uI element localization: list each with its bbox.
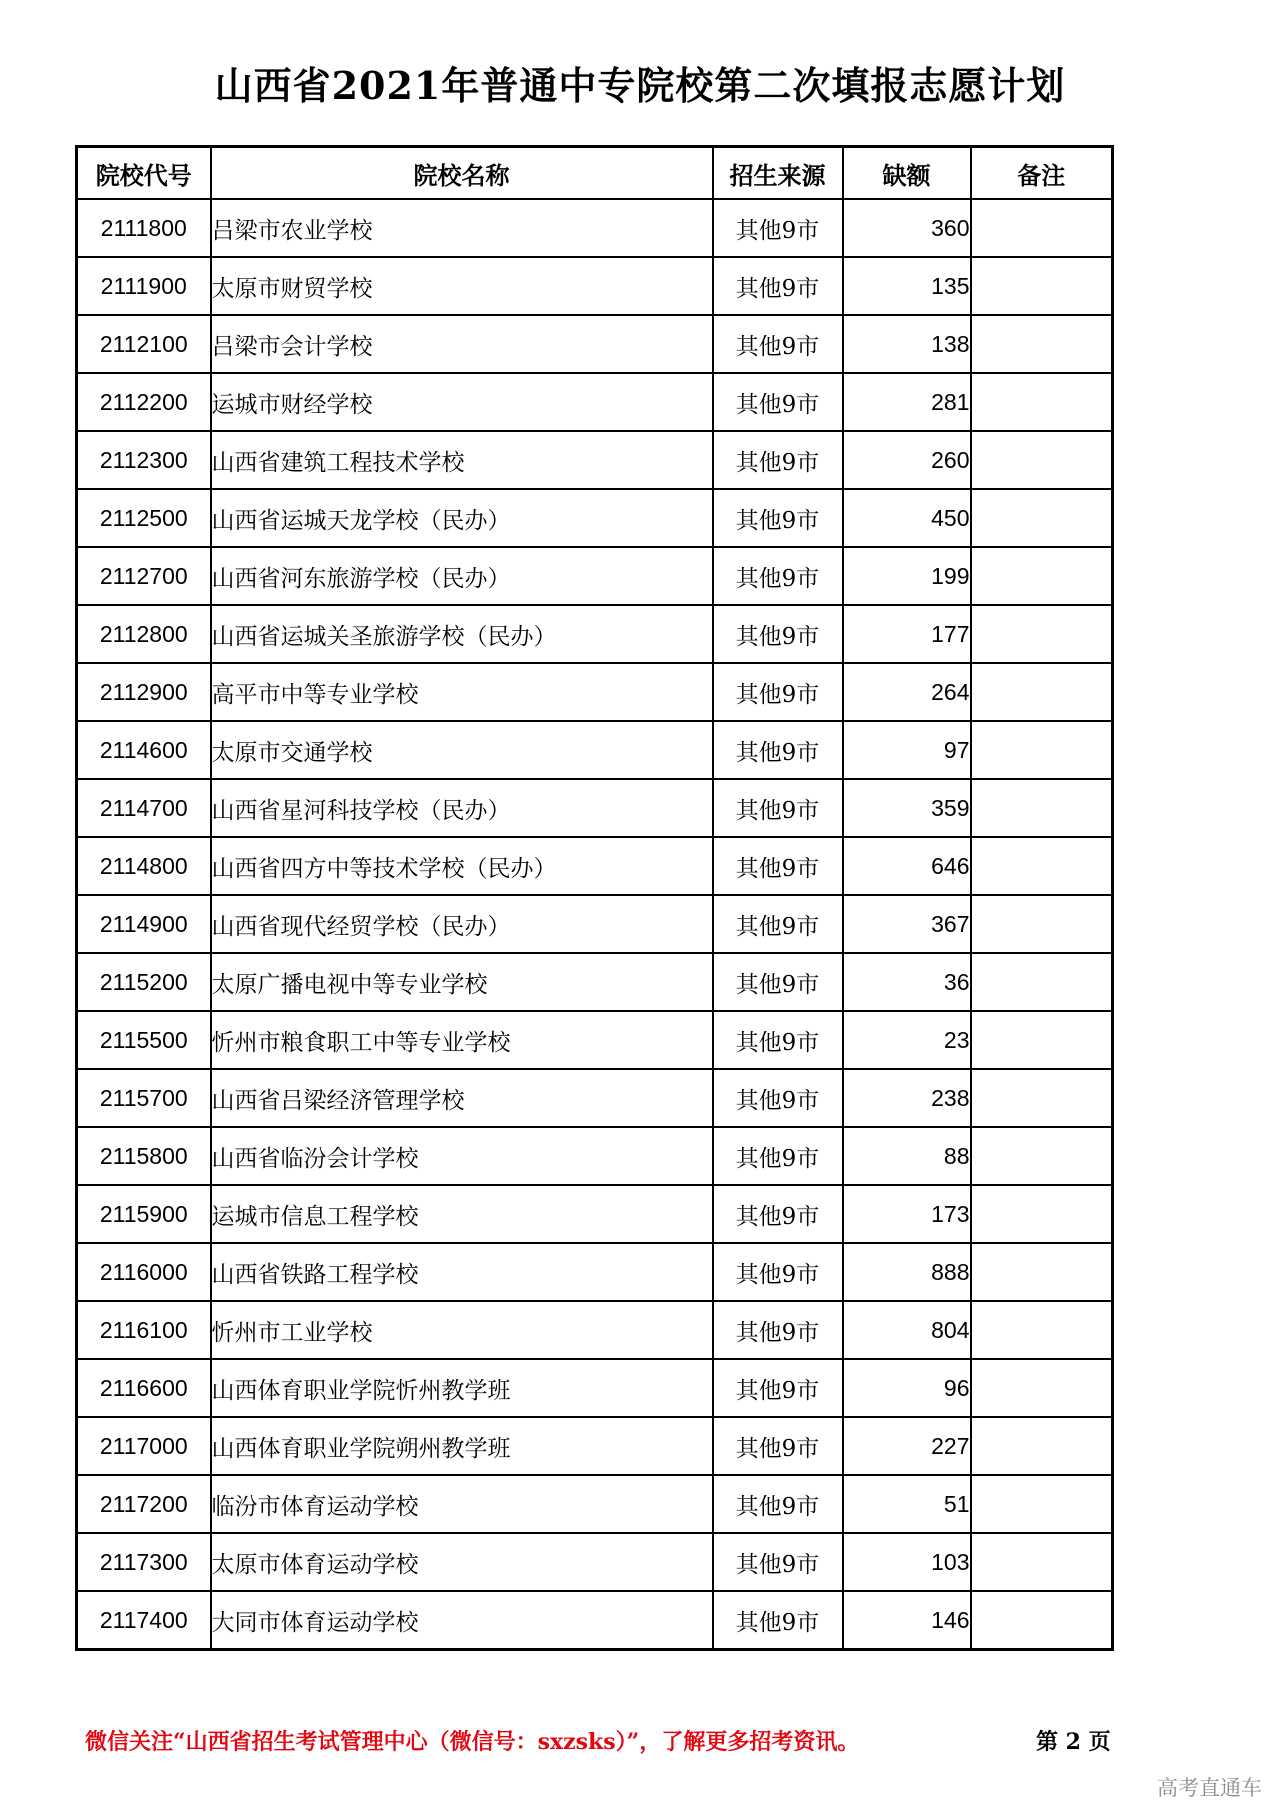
vacancies-cell: 199 (843, 547, 971, 605)
vacancies-cell: 51 (843, 1475, 971, 1533)
remarks-cell (971, 1301, 1113, 1359)
school-name-cell: 太原广播电视中等专业学校 (211, 953, 713, 1011)
table-row (77, 895, 1113, 953)
school-code-cell: 2117000 (77, 1417, 211, 1475)
vacancies-cell: 804 (843, 1301, 971, 1359)
school-name-cell: 山西省现代经贸学校（民办） (211, 895, 713, 953)
school-name-cell: 忻州市粮食职工中等专业学校 (211, 1011, 713, 1069)
enrollment-source-cell: 其他9市 (713, 489, 843, 547)
school-code-cell: 2112300 (77, 431, 211, 489)
school-name-cell: 山西省建筑工程技术学校 (211, 431, 713, 489)
table-row (77, 1301, 1113, 1359)
enrollment-source-cell: 其他9市 (713, 1011, 843, 1069)
remarks-cell (971, 257, 1113, 315)
header-remarks: 备注 (971, 147, 1113, 200)
school-code-cell: 2114900 (77, 895, 211, 953)
school-name-cell: 山西省铁路工程学校 (211, 1243, 713, 1301)
school-code-cell: 2115800 (77, 1127, 211, 1185)
enrollment-plan-table (75, 145, 1114, 1651)
enrollment-source-cell: 其他9市 (713, 1591, 843, 1650)
school-code-cell: 2116000 (77, 1243, 211, 1301)
school-code-cell: 2114700 (77, 779, 211, 837)
school-code-cell: 2112900 (77, 663, 211, 721)
table-row (77, 315, 1113, 373)
header-enrollment-source: 招生来源 (713, 147, 843, 200)
table-row (77, 1243, 1113, 1301)
vacancies-cell: 96 (843, 1359, 971, 1417)
remarks-cell (971, 663, 1113, 721)
vacancies-cell: 264 (843, 663, 971, 721)
header-vacancies: 缺额 (843, 147, 971, 200)
school-name-cell: 山西省临汾会计学校 (211, 1127, 713, 1185)
table-row (77, 953, 1113, 1011)
school-code-cell: 2115700 (77, 1069, 211, 1127)
school-name-cell: 山西体育职业学院朔州教学班 (211, 1417, 713, 1475)
remarks-cell (971, 1127, 1113, 1185)
table-body (77, 199, 1113, 1650)
remarks-cell (971, 373, 1113, 431)
table-row (77, 547, 1113, 605)
school-code-cell: 2111900 (77, 257, 211, 315)
vacancies-cell: 36 (843, 953, 971, 1011)
school-name-cell: 太原市财贸学校 (211, 257, 713, 315)
vacancies-cell: 103 (843, 1533, 971, 1591)
remarks-cell (971, 1533, 1113, 1591)
vacancies-cell: 23 (843, 1011, 971, 1069)
vacancies-cell: 238 (843, 1069, 971, 1127)
enrollment-source-cell: 其他9市 (713, 1533, 843, 1591)
table-row (77, 1533, 1113, 1591)
table-row (77, 373, 1113, 431)
school-code-cell: 2115200 (77, 953, 211, 1011)
enrollment-source-cell: 其他9市 (713, 953, 843, 1011)
school-code-cell: 2114600 (77, 721, 211, 779)
school-code-cell: 2112700 (77, 547, 211, 605)
school-code-cell: 2117200 (77, 1475, 211, 1533)
table-row (77, 605, 1113, 663)
remarks-cell (971, 779, 1113, 837)
remarks-cell (971, 431, 1113, 489)
school-name-cell: 太原市体育运动学校 (211, 1533, 713, 1591)
school-code-cell: 2112100 (77, 315, 211, 373)
table-row (77, 1185, 1113, 1243)
remarks-cell (971, 489, 1113, 547)
school-name-cell: 山西省星河科技学校（民办） (211, 779, 713, 837)
school-name-cell: 山西省四方中等技术学校（民办） (211, 837, 713, 895)
school-code-cell: 2114800 (77, 837, 211, 895)
remarks-cell (971, 605, 1113, 663)
enrollment-source-cell: 其他9市 (713, 1127, 843, 1185)
enrollment-source-cell: 其他9市 (713, 605, 843, 663)
table-row (77, 1591, 1113, 1650)
vacancies-cell: 450 (843, 489, 971, 547)
school-code-cell: 2115900 (77, 1185, 211, 1243)
school-name-cell: 高平市中等专业学校 (211, 663, 713, 721)
table-row (77, 257, 1113, 315)
remarks-cell (971, 1011, 1113, 1069)
vacancies-cell: 177 (843, 605, 971, 663)
remarks-cell (971, 895, 1113, 953)
school-name-cell: 临汾市体育运动学校 (211, 1475, 713, 1533)
school-code-cell: 2116100 (77, 1301, 211, 1359)
vacancies-cell: 359 (843, 779, 971, 837)
vacancies-cell: 888 (843, 1243, 971, 1301)
remarks-cell (971, 1417, 1113, 1475)
table-row (77, 663, 1113, 721)
table-row (77, 1359, 1113, 1417)
vacancies-cell: 88 (843, 1127, 971, 1185)
school-name-cell: 大同市体育运动学校 (211, 1591, 713, 1650)
enrollment-source-cell: 其他9市 (713, 1185, 843, 1243)
school-name-cell: 太原市交通学校 (211, 721, 713, 779)
remarks-cell (971, 199, 1113, 257)
school-code-cell: 2117300 (77, 1533, 211, 1591)
remarks-cell (971, 315, 1113, 373)
school-name-cell: 山西体育职业学院忻州教学班 (211, 1359, 713, 1417)
remarks-cell (971, 1591, 1113, 1650)
remarks-cell (971, 1185, 1113, 1243)
vacancies-cell: 367 (843, 895, 971, 953)
vacancies-cell: 173 (843, 1185, 971, 1243)
school-code-cell: 2112500 (77, 489, 211, 547)
header-school-code: 院校代号 (77, 147, 211, 200)
header-school-name: 院校名称 (211, 147, 713, 200)
enrollment-source-cell: 其他9市 (713, 547, 843, 605)
vacancies-cell: 97 (843, 721, 971, 779)
table-row (77, 1417, 1113, 1475)
school-code-cell: 2111800 (77, 199, 211, 257)
school-code-cell: 2112200 (77, 373, 211, 431)
vacancies-cell: 135 (843, 257, 971, 315)
vacancies-cell: 260 (843, 431, 971, 489)
remarks-cell (971, 1475, 1113, 1533)
enrollment-source-cell: 其他9市 (713, 1475, 843, 1533)
enrollment-source-cell: 其他9市 (713, 1069, 843, 1127)
vacancies-cell: 146 (843, 1591, 971, 1650)
school-name-cell: 吕梁市农业学校 (211, 199, 713, 257)
table-row (77, 1069, 1113, 1127)
remarks-cell (971, 1359, 1113, 1417)
remarks-cell (971, 721, 1113, 779)
school-name-cell: 吕梁市会计学校 (211, 315, 713, 373)
vacancies-cell: 281 (843, 373, 971, 431)
vacancies-cell: 227 (843, 1417, 971, 1475)
school-name-cell: 山西省吕梁经济管理学校 (211, 1069, 713, 1127)
vacancies-cell: 360 (843, 199, 971, 257)
enrollment-source-cell: 其他9市 (713, 721, 843, 779)
table-row (77, 721, 1113, 779)
remarks-cell (971, 1069, 1113, 1127)
table-row (77, 779, 1113, 837)
table-row (77, 1011, 1113, 1069)
table-header-row (77, 147, 1113, 200)
enrollment-source-cell: 其他9市 (713, 1359, 843, 1417)
table-row (77, 1127, 1113, 1185)
enrollment-source-cell: 其他9市 (713, 1417, 843, 1475)
page-title: 山西省2021年普通中专院校第二次填报志愿计划 (214, 63, 1066, 108)
enrollment-source-cell: 其他9市 (713, 779, 843, 837)
school-code-cell: 2115500 (77, 1011, 211, 1069)
school-name-cell: 山西省河东旅游学校（民办） (211, 547, 713, 605)
enrollment-source-cell: 其他9市 (713, 257, 843, 315)
enrollment-source-cell: 其他9市 (713, 1243, 843, 1301)
school-name-cell: 运城市财经学校 (211, 373, 713, 431)
page-number: 第 2 页 (1036, 1729, 1111, 1755)
school-code-cell: 2117400 (77, 1591, 211, 1650)
enrollment-source-cell: 其他9市 (713, 315, 843, 373)
enrollment-source-cell: 其他9市 (713, 663, 843, 721)
school-code-cell: 2112800 (77, 605, 211, 663)
vacancies-cell: 646 (843, 837, 971, 895)
school-name-cell: 山西省运城天龙学校（民办） (211, 489, 713, 547)
table-row (77, 199, 1113, 257)
enrollment-source-cell: 其他9市 (713, 373, 843, 431)
enrollment-source-cell: 其他9市 (713, 895, 843, 953)
school-name-cell: 忻州市工业学校 (211, 1301, 713, 1359)
remarks-cell (971, 953, 1113, 1011)
enrollment-source-cell: 其他9市 (713, 199, 843, 257)
school-name-cell: 运城市信息工程学校 (211, 1185, 713, 1243)
table-row (77, 1475, 1113, 1533)
school-name-cell: 山西省运城关圣旅游学校（民办） (211, 605, 713, 663)
enrollment-source-cell: 其他9市 (713, 431, 843, 489)
enrollment-source-cell: 其他9市 (713, 1301, 843, 1359)
watermark: 高考直通车 (1157, 1776, 1262, 1800)
school-code-cell: 2116600 (77, 1359, 211, 1417)
table-row (77, 837, 1113, 895)
remarks-cell (971, 837, 1113, 895)
remarks-cell (971, 547, 1113, 605)
table-row (77, 489, 1113, 547)
table-row (77, 431, 1113, 489)
remarks-cell (971, 1243, 1113, 1301)
footer-wechat-note: 微信关注“山西省招生考试管理中心（微信号：sxzsks）”，了解更多招考资讯。 (85, 1729, 860, 1755)
enrollment-source-cell: 其他9市 (713, 837, 843, 895)
vacancies-cell: 138 (843, 315, 971, 373)
